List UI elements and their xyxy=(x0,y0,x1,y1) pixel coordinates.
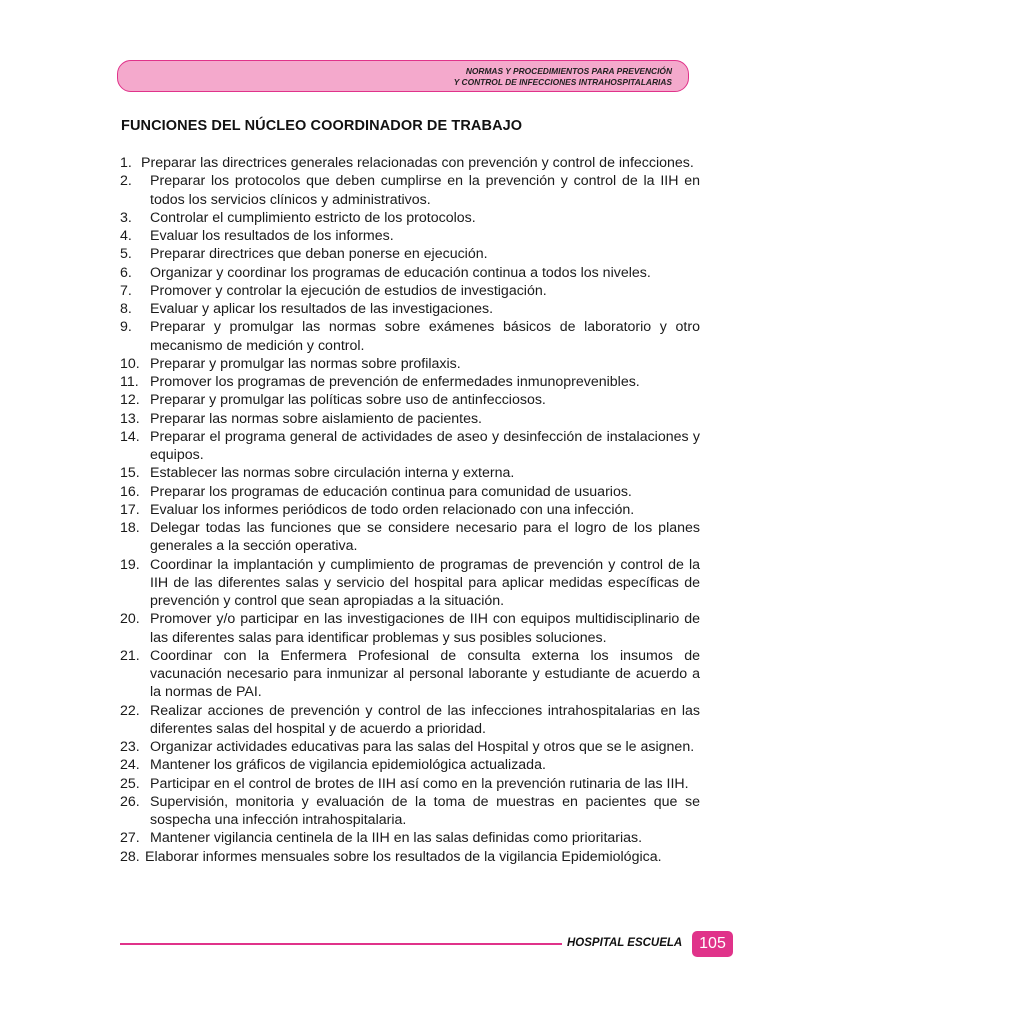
list-item xyxy=(120,355,700,373)
list-item xyxy=(120,483,700,501)
list-item xyxy=(120,610,700,647)
list-item-text: Promover los programas de prevención de enfermedades inmunoprevenibles. xyxy=(150,374,640,390)
list-item-text: Controlar el cumplimiento estricto de los protocolos. xyxy=(150,209,476,226)
list-item-number: 17. xyxy=(120,501,140,518)
list-item xyxy=(120,154,700,172)
list-item xyxy=(120,300,700,318)
list-item-text: Organizar actividades educativas para las salas del Hospital y otros que se le asignen. xyxy=(150,739,695,755)
list-item xyxy=(120,172,700,209)
list-item xyxy=(120,702,700,739)
list-item-number: 21. xyxy=(120,647,140,664)
list-item-number: 22. xyxy=(120,702,140,719)
list-item-number: 7. xyxy=(120,282,132,299)
list-item-text: Realizar acciones de prevención y control de las infecciones intrahospitalarias en las diferentes salas del hospital y de acuerdo a prioridad. xyxy=(150,702,700,737)
footer-label: HOSPITAL ESCUELA xyxy=(567,937,683,949)
list-item-text: Preparar y promulgar las normas sobre exámenes básicos de laboratorio y otro mecanismo de medición y control. xyxy=(150,319,700,354)
list-item-text: Preparar los protocolos que deben cumplirse en la prevención y control de la IIH en todos los servicios clínicos y administrativos. xyxy=(150,173,700,208)
list-item xyxy=(120,428,700,465)
list-item-number: 24. xyxy=(120,757,140,774)
list-item-number: 23. xyxy=(120,739,140,755)
list-item-number: 13. xyxy=(120,410,140,427)
list-item-text: Preparar el programa general de actividades de aseo y desinfección de instalaciones y equipos. xyxy=(150,428,700,463)
list-item xyxy=(120,410,700,428)
page-number-badge: 105 xyxy=(692,931,733,957)
list-item-text: Evaluar los informes periódicos de todo orden relacionado con una infección. xyxy=(150,501,635,518)
list-item xyxy=(120,756,700,774)
list-item xyxy=(120,556,700,611)
list-item-number: 8. xyxy=(120,301,132,317)
list-item-text: Elaborar informes mensuales sobre los resultados de la vigilancia Epidemiológica. xyxy=(145,848,662,865)
list-item-number: 16. xyxy=(120,483,140,500)
list-item-number: 27. xyxy=(120,830,140,847)
list-item-number: 20. xyxy=(120,611,140,628)
footer-rule xyxy=(120,943,562,945)
list-item-number: 25. xyxy=(120,775,140,792)
list-item-text: Promover y controlar la ejecución de estudios de investigación. xyxy=(150,282,547,299)
list-item-number: 12. xyxy=(120,392,140,409)
list-item-number: 6. xyxy=(120,264,132,281)
running-header-text xyxy=(454,66,672,87)
list-item-text: Participar en el control de brotes de IIH así como en la prevención rutinaria de las IIH. xyxy=(150,775,689,792)
list-item-text: Preparar directrices que deban ponerse en ejecución. xyxy=(150,246,488,263)
section-title: FUNCIONES DEL NÚCLEO COORDINADOR DE TRABAJO xyxy=(121,118,523,134)
list-item-text: Mantener vigilancia centinela de la IIH en las salas definidas como prioritarias. xyxy=(150,830,643,847)
list-item-text: Preparar las normas sobre aislamiento de pacientes. xyxy=(150,410,482,427)
list-item xyxy=(120,829,700,847)
list-item-text: Organizar y coordinar los programas de educación continua a todos los niveles. xyxy=(150,264,651,281)
header-line-2: Y CONTROL DE INFECCIONES INTRAHOSPITALARIAS xyxy=(453,76,672,87)
list-item-text: Preparar y promulgar las políticas sobre uso de antinfecciosos. xyxy=(150,392,546,409)
list-item-number: 5. xyxy=(120,246,132,263)
list-item xyxy=(120,391,700,409)
list-item xyxy=(120,775,700,793)
list-item-number: 4. xyxy=(120,228,132,244)
list-item-text: Coordinar la implantación y cumplimiento de programas de prevención y control de la IIH de las diferentes salas y servicio del hospital para aplicar medidas específicas de prevención y control que sean apropiadas a la situación. xyxy=(150,556,700,609)
list-item-number: 10. xyxy=(120,355,140,372)
list-item-text: Coordinar con la Enfermera Profesional de consulta externa los insumos de vacunación necesario para inmunizar al personal laborante y estudiante de acuerdo a la normas de PAI. xyxy=(150,647,700,701)
list-item-text: Mantener los gráficos de vigilancia epidemiológica actualizada. xyxy=(150,757,546,774)
list-item xyxy=(120,501,700,519)
list-item xyxy=(120,318,700,355)
list-item xyxy=(120,373,700,391)
list-item-number: 19. xyxy=(120,556,140,573)
list-item-number: 28. xyxy=(120,848,140,865)
list-item-text: Establecer las normas sobre circulación interna y externa. xyxy=(150,465,515,482)
running-header xyxy=(117,60,689,92)
list-item xyxy=(120,647,700,702)
list-item-number: 2. xyxy=(120,173,132,190)
list-item-number: 1. xyxy=(120,155,132,171)
list-item-text: Preparar las directrices generales relacionadas con prevención y control de infecciones. xyxy=(141,155,694,171)
list-item xyxy=(120,793,700,830)
list-item-number: 15. xyxy=(120,465,140,482)
list-item xyxy=(120,245,700,263)
list-item-number: 9. xyxy=(120,319,132,336)
list-item xyxy=(120,227,700,245)
functions-list xyxy=(120,154,700,866)
list-item-text: Promover y/o participar en las investigaciones de IIH con equipos multidisciplinario de las diferentes salas para identificar problemas y sus posibles soluciones. xyxy=(150,611,700,646)
list-item-text: Preparar y promulgar las normas sobre profilaxis. xyxy=(150,355,461,372)
list-item xyxy=(120,464,700,482)
list-item-text: Delegar todas las funciones que se considere necesario para el logro de los planes generales a la sección operativa. xyxy=(150,520,700,555)
list-item xyxy=(120,282,700,300)
list-item xyxy=(120,738,700,756)
list-item-number: 11. xyxy=(120,374,139,390)
list-item-text: Supervisión, monitoria y evaluación de la toma de muestras en pacientes que se sospecha una infección intrahospitalaria. xyxy=(150,793,700,828)
list-item xyxy=(120,519,700,556)
list-item xyxy=(120,848,700,866)
list-item-number: 18. xyxy=(120,520,140,536)
list-item-number: 3. xyxy=(120,209,132,226)
list-item-number: 14. xyxy=(120,428,140,445)
list-item xyxy=(120,209,700,227)
list-item-text: Evaluar y aplicar los resultados de las investigaciones. xyxy=(150,301,494,317)
list-item xyxy=(120,264,700,282)
list-item-number: 26. xyxy=(120,793,140,810)
list-item-text: Preparar los programas de educación continua para comunidad de usuarios. xyxy=(150,483,632,500)
list-item-text: Evaluar los resultados de los informes. xyxy=(150,228,394,244)
header-line-1: NORMAS Y PROCEDIMIENTOS PARA PREVENCIÓN xyxy=(465,66,672,76)
